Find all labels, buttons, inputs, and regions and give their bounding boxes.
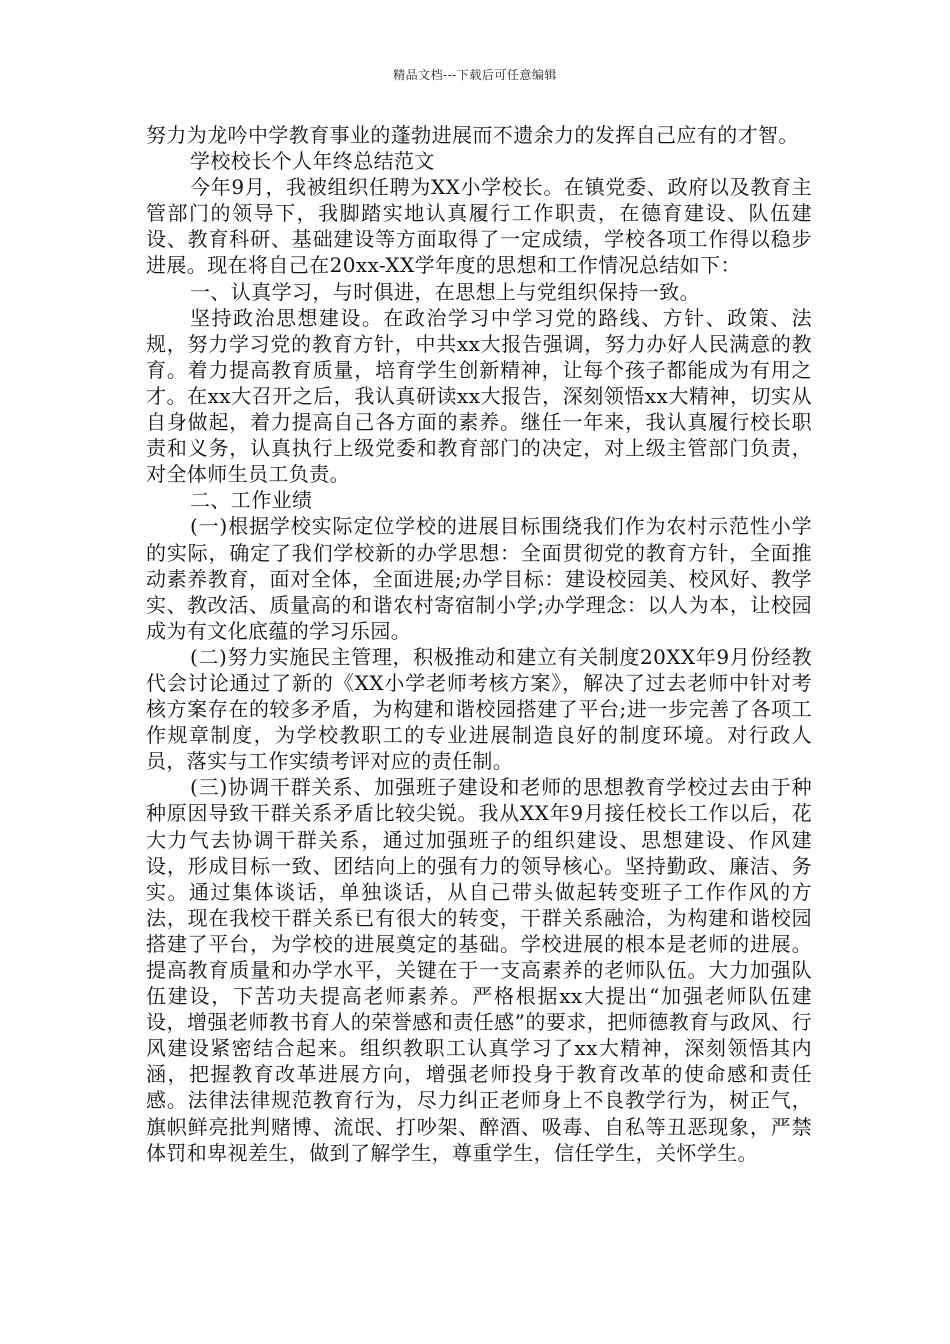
section-heading-2: 二、工作业绩 [190, 488, 313, 513]
paragraph-continuation: 努力为龙吟中学教育事业的蓬勃进展而不遗余力的发挥自己应有的才智。 [146, 123, 799, 147]
paragraph-item-3: (三)协调干群关系、加强班子建设和老师的思想教育学校过去由于种种原因导致干群关系矛盾比较尖锐。我从XX年9月接任校长工作以后，花大力气去协调干群关系，通过加强班子的组织建设、思想建设、作风建设，形成目标一致、团结向上的强有力的领导核心。坚持勤政、廉洁、务实。通过集体谈话，单独谈话，从自己带头做起转变班子工作作风的方法，现在我校干群关系已有很大的转变，干群关系融洽，为构建和谐校园搭建了平台，为学校的进展奠定的基础。学校进展的根本是老师的进展。提高教育质量和办学水平，关键在于一支高素养的老师队伍。大力加强队伍建设，下苦功夫提高老师素养。严格根据xx大提出“加强老师队伍建设，增强老师教书育人的荣誉感和责任感”的要求，把师德教育与政风、行风建设紧密结合起来。组织教职工认真学习了xx大精神，深刻领悟其内涵，把握教育改革进展方向，增强老师投身于教育改革的使命感和责任感。法律法律规范教育行为，尽力纠正老师身上不良教学行为，树正气，旗帜鲜亮批判赌博、流氓、打吵架、醉酒、吸毒、自私等丑恶现象，严禁体罚和卑视差生，做到了解学生，尊重学生，信任学生，关怀学生。 [146, 775, 812, 1165]
paragraph-item-1: (一)根据学校实际定位学校的进展目标围绕我们作为农村示范性小学的实际，确定了我们学校新的办学思想：全面贯彻党的教育方针，全面推动素养教育，面对全体，全面进展;办学目标：建设校园美、校风好、教学实、教改活、质量高的和谐农村寄宿制小学;办学理念：以人为本，让校园成为有文化底蕴的学习乐园。 [146, 514, 812, 643]
paragraph-item-2: (二)努力实施民主管理，积极推动和建立有关制度20XX年9月份经教代会讨论通过了新的《XX小学老师考核方案》，解决了过去老师中针对考核方案存在的较多矛盾，为构建和谐校园搭建了平台;进一步完善了各项工作规章制度，为学校教职工的专业进展制造良好的制度环境。对行政人员，落实与工作实绩考评对应的责任制。 [146, 644, 812, 774]
paragraph-intro: 今年9月，我被组织任聘为XX小学校长。在镇党委、政府以及教育主管部门的领导下，我脚踏实地认真履行工作职责，在德育建设、队伍建设、教育科研、基础建设等方面取得了一定成绩，学校各项工作得以稳步进展。现在将自己在20xx-XX学年度的思想和工作情况总结如下： [146, 175, 812, 278]
paragraph-political-study: 坚持政治思想建设。在政治学习中学习党的路线、方针、政策、法规，努力学习党的教育方针，中共xx大报告强调，努力办好人民满意的教育。着力提高教育质量，培育学生创新精神，让每个孩子都能成为有用之才。在xx大召开之后，我认真研读xx大报告，深刻领悟xx大精神，切实从自身做起，着力提高自己各方面的素养。继任一年来，我认真履行校长职责和义务，认真执行上级党委和教育部门的决定，对上级主管部门负责，对全体师生员工负责。 [146, 305, 812, 487]
document-body [146, 122, 812, 1166]
document-title: 学校校长个人年终总结范文 [190, 149, 435, 174]
section-heading-1: 一、认真学习，与时俱进，在思想上与党组织保持一致。 [190, 279, 700, 304]
page-header: 精品文档---下载后可任意编辑 [393, 68, 557, 82]
